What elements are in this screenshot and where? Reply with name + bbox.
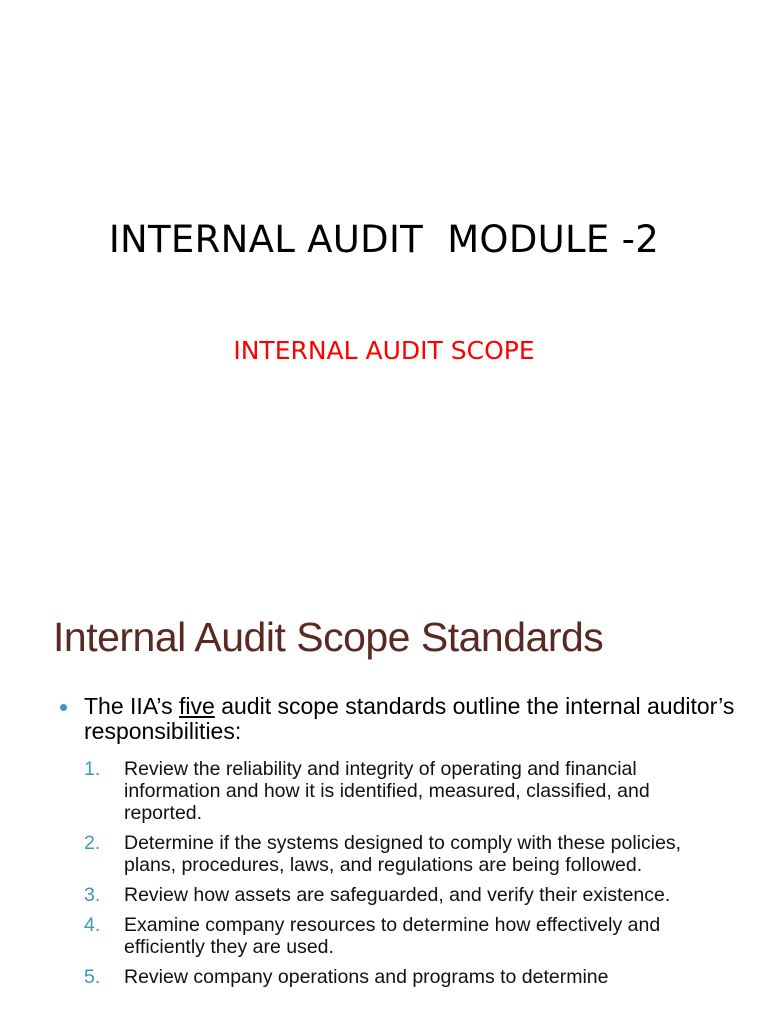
lead-text-end: audit scope standards outline the internal auditor’s responsibilities: <box>84 693 735 744</box>
list-item-number: 4. <box>84 914 101 936</box>
scope-standards-list <box>84 758 684 996</box>
lead-bullet <box>60 694 740 744</box>
list-item-number: 3. <box>84 884 101 906</box>
list-item-text: Review the reliability and integrity of operating and financial information and how it is identified, measured, classified, and reported. <box>124 758 650 824</box>
list-item <box>84 758 684 824</box>
list-item-text: Review how assets are safeguarded, and verify their existence. <box>124 884 671 906</box>
lead-text-start: The IIA’s <box>84 693 180 719</box>
list-item-text: Examine company resources to determine how effectively and efficiently they are used. <box>124 914 661 958</box>
list-item <box>84 914 684 958</box>
scope-standards-slide <box>0 576 768 1024</box>
list-item-number: 1. <box>84 758 101 780</box>
list-item-text: Determine if the systems designed to comply with these policies, plans, procedures, laws, and regulations are being followed. <box>124 832 682 876</box>
bullet-dot-icon <box>60 704 67 711</box>
list-item-text: Review company operations and programs to determine <box>124 966 609 988</box>
lead-text-underlined: five <box>179 693 215 719</box>
list-item-number: 5. <box>84 966 101 988</box>
list-item-number: 2. <box>84 832 101 854</box>
list-item <box>84 966 684 988</box>
slide-subtitle: INTERNAL AUDIT SCOPE <box>233 336 535 365</box>
list-item <box>84 884 684 906</box>
list-item <box>84 832 684 876</box>
scope-standards-title: Internal Audit Scope Standards <box>53 614 604 660</box>
slide-title: INTERNAL AUDIT MODULE -2 <box>108 218 660 261</box>
lead-text <box>84 694 740 744</box>
